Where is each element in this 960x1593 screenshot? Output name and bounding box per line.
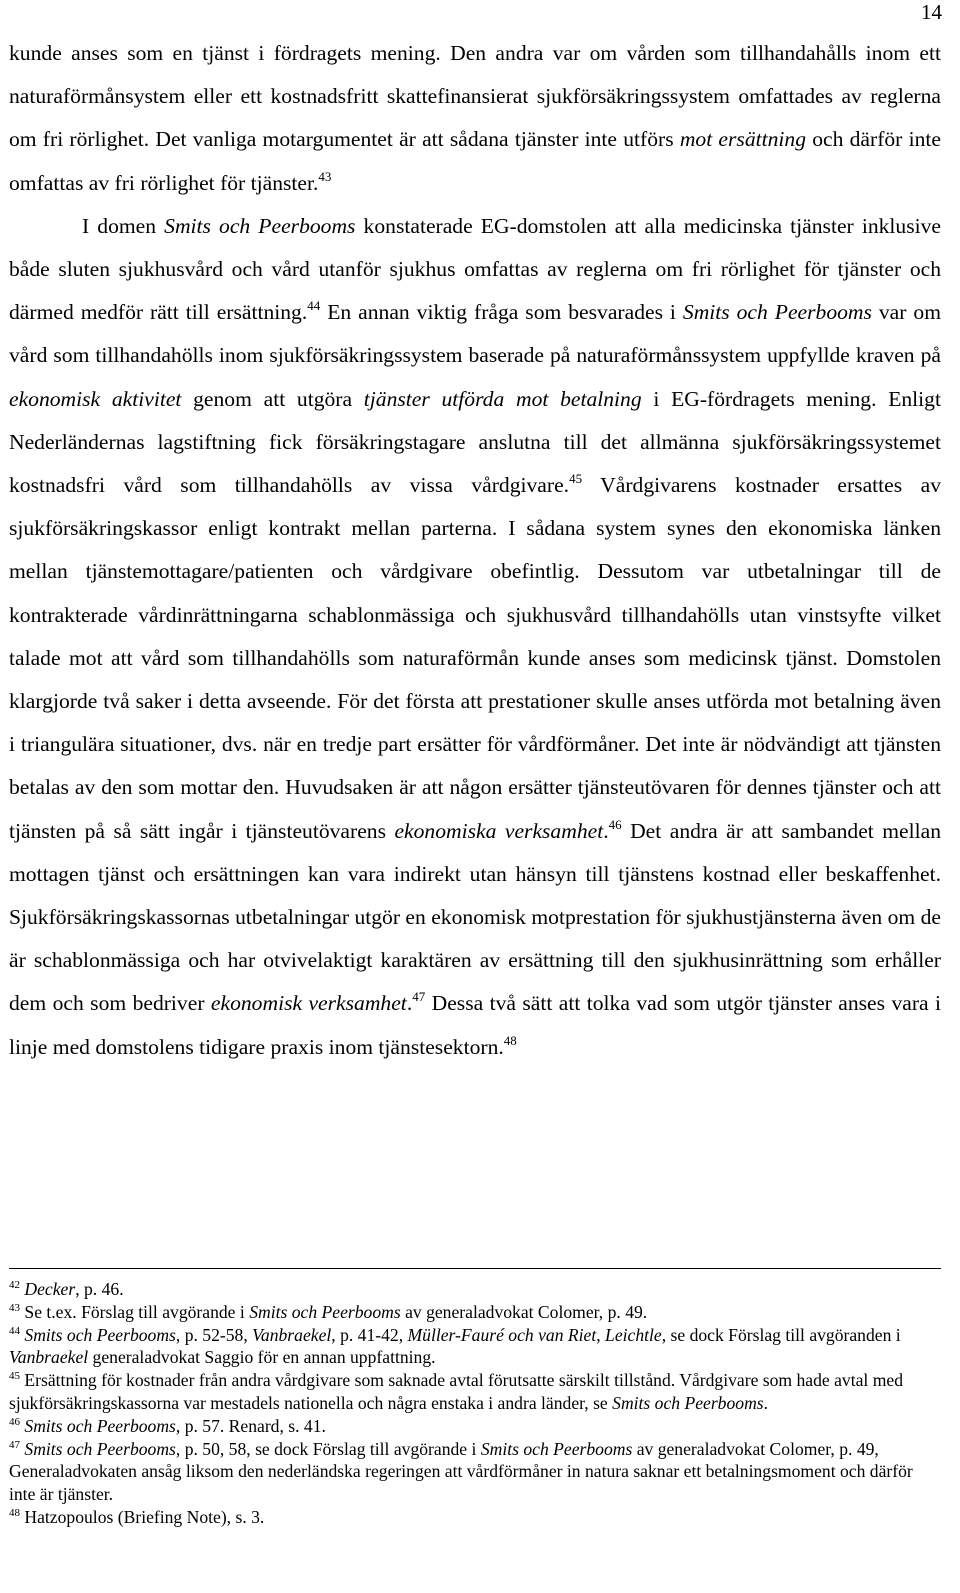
text-run: av generaladvokat Colomer, p. 49.	[400, 1301, 648, 1322]
text-run: , p. 52-58,	[175, 1324, 253, 1345]
footnote-reference: 44	[307, 298, 321, 314]
footnotes	[9, 1278, 941, 1529]
italic-term: Vanbraekel	[252, 1324, 332, 1345]
italic-term: ekonomisk aktivitet	[9, 386, 182, 411]
footnote-number: 45	[9, 1370, 20, 1383]
text-run: Se t.ex. Förslag till avgörande i	[24, 1301, 250, 1322]
text-run: , p. 46.	[75, 1279, 124, 1299]
footnote-44	[9, 1324, 941, 1370]
footnote-reference: 46	[608, 816, 622, 832]
italic-term: Decker	[24, 1279, 76, 1299]
text-run: Hatzopoulos (Briefing Note), s. 3.	[24, 1506, 265, 1527]
text-run: generaladvokat Saggio för en annan uppfattning.	[88, 1347, 436, 1368]
footnote-reference: 43	[318, 168, 332, 184]
footnote-42	[9, 1278, 941, 1301]
italic-term: ekonomisk verksamhet	[210, 991, 407, 1016]
italic-term: Müller-Fauré och van Riet	[407, 1324, 597, 1345]
text-run: Vårdgivarens kostnader ersattes av sjukförsäkringskassor enligt kontrakt mellan parterna. I sådana system synes den ekonomiska länken mellan tjänstemottagare/patienten och vårdgivare obefintlig. Dessutom var utbetalningar till de kontrakterade vårdinrättningarna schablonmässiga och sjukhusvård tillhandahölls utan vinstsyfte vilket talade mot att vård som tillhandahölls som naturaförmån kunde anses som medicinsk tjänst. Domstolen klargjorde två saker i detta avseende. För det första att prestationer skulle anses utförda mot betalning även i triangulära situationer, dvs. när en tredje part ersätter för vårdförmåner. Det inte är nödvändigt att tjänsten betalas av den som mottar den. Huvudsaken är att någon ersätter tjänsteutövaren för dennes tjänster och att tjänsten på så sätt ingår i tjänsteutövarens	[9, 473, 941, 843]
text-run: Det andra är att sambandet mellan mottagen tjänst och ersättningen kan vara indirekt utan hänsyn till tjänstens kostnad eller beskaffenhet. Sjukförsäkringskassornas utbetalningar utgör en ekonomisk motprestation för sjukhustjänsterna även om de är schablonmässiga och har otvivelaktigt karaktären av ersättning till den sjukhusinrättning som erhåller dem och som bedriver	[9, 818, 942, 1016]
footnote-43	[9, 1301, 941, 1324]
footnote-reference: 45	[569, 471, 583, 487]
text-run: konstaterade EG-domstolen att alla medicinska tjänster inklusive både sluten sjukhusvård och vård utanför sjukhus omfattas av reglerna om fri rörlighet för tjänster och därmed medför rätt till ersättning.	[9, 213, 941, 325]
italic-term: Smits och Peerbooms	[480, 1438, 633, 1459]
italic-term: mot ersättning	[679, 127, 807, 152]
footnote-reference: 48	[503, 1032, 517, 1048]
text-run: genom att utgöra	[181, 386, 364, 411]
body-text	[9, 32, 941, 1069]
text-run: ,	[596, 1324, 606, 1345]
italic-term: Smits och Peerbooms	[682, 300, 872, 325]
footnote-number: 46	[9, 1415, 20, 1428]
italic-term: Smits och Peerbooms	[24, 1415, 176, 1436]
italic-term: Smits och Peerbooms	[249, 1301, 401, 1322]
text-run: Dessa två sätt att tolka vad som utgör tjänster anses vara i linje med domstolens tidigare praxis inom tjänstesektorn.	[9, 991, 942, 1059]
text-run: Ersättning för kostnader från andra vårdgivare som saknade avtal förutsatte särskilt tillstånd. Vårdgivare som hade avtal med sjukförsäkringskassorna var mestadels nationella och några enstaka i andra länder, se	[9, 1370, 903, 1413]
italic-term: ekonomiska verksamhet	[394, 818, 604, 843]
italic-term: Smits och Peerbooms	[612, 1392, 764, 1413]
text-run: , p. 41-42,	[331, 1324, 408, 1345]
footnote-number: 43	[9, 1301, 20, 1314]
text-run: av generaladvokat Colomer, p. 49, Generaladvokaten ansåg liksom den nederländska regeringen att vårdförmåner in natura saknar ett betalningsmoment och därför inte är tjänster.	[9, 1438, 913, 1505]
text-run: En annan viktig fråga som besvarades i	[320, 300, 683, 325]
italic-term: Leichtle	[605, 1324, 662, 1345]
text-run: .	[406, 991, 413, 1016]
text-run: var om vård som tillhandahölls inom sjukförsäkringssystem baserade på naturaförmånssystem uppfyllde kraven på	[9, 300, 941, 368]
italic-term: Smits och Peerbooms	[24, 1324, 176, 1345]
footnote-46	[9, 1415, 941, 1438]
footnote-number: 48	[9, 1506, 20, 1519]
text-run: kunde anses som en tjänst i fördragets mening. Den andra var om vården som tillhandahålls inom ett naturaförmånsystem eller ett kostnadsfritt skattefinansierat sjukförsäkringssystem omfattades av reglerna om fri rörlighet. Det vanliga motargumentet är att sådana tjänster inte utförs	[9, 41, 941, 152]
italic-term: Smits och Peerbooms	[24, 1438, 176, 1459]
page-number: 14	[921, 0, 942, 24]
footnote-47	[9, 1438, 941, 1506]
footnote-number: 42	[9, 1279, 20, 1291]
text-run: I domen	[82, 213, 165, 238]
footnote-number: 47	[9, 1438, 20, 1451]
footnote-48	[9, 1506, 941, 1529]
paragraph-1	[9, 32, 941, 205]
text-run: och därför inte omfattas av fri rörlighet för tjänster.	[9, 127, 941, 195]
paragraph-2	[9, 205, 941, 1069]
italic-term: Smits och Peerbooms	[164, 213, 356, 238]
footnote-45	[9, 1369, 941, 1415]
text-run: , p. 57. Renard, s. 41.	[175, 1415, 326, 1436]
italic-term: Vanbraekel	[9, 1347, 89, 1368]
text-run: .	[763, 1392, 769, 1413]
footnote-separator	[9, 1268, 941, 1269]
text-run: , se dock Förslag till avgöranden i	[661, 1324, 901, 1345]
footnote-number: 44	[9, 1324, 20, 1337]
text-run: i EG-fördragets mening. Enligt Nederländernas lagstiftning fick försäkringstagare anslutna till det allmänna sjukförsäkringssystemet kostnadsfri vård som tillhandahölls av vissa vårdgivare.	[9, 386, 941, 498]
italic-term: tjänster utförda mot betalning	[363, 386, 642, 411]
text-run: , p. 50, 58, se dock Förslag till avgörande i	[175, 1438, 481, 1459]
text-run: .	[603, 818, 609, 843]
footnote-reference: 47	[412, 989, 426, 1005]
